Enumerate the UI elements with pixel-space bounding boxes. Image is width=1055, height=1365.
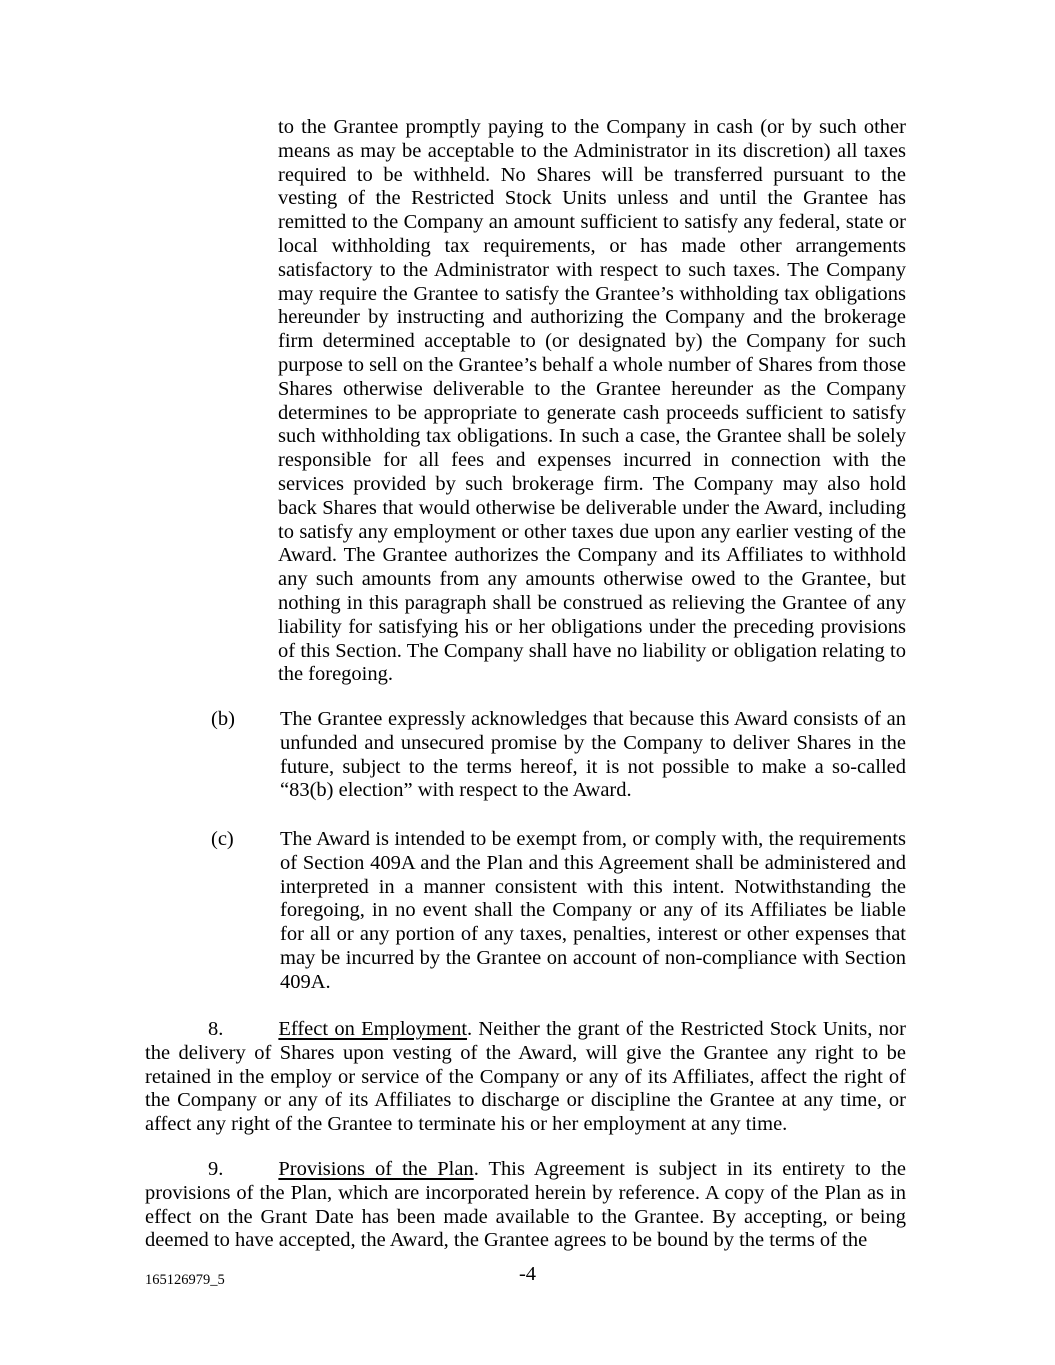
section-8-body: . Neither the grant of the Restricted Stock Units, nor the delivery of Shares upon vesting of the Award, will give the Grantee any right to be retained in the employ or service of the Company or any of its Affiliates, affect the right of the Company or any of its Affiliates to discharge or discipline the Grantee at any time, or affect any right of the Grantee to terminate his or her employment at any time. [145,1018,906,1136]
section-9-body: . This Agreement is subject in its entirety to the provisions of the Plan, which are incorporated herein by reference. A copy of the Plan as in effect on the Grant Date has been made available to the Grantee. By accepting, or being deemed to have accepted, the Award, the Grantee agrees to be bound by the terms of the [145,1158,906,1252]
paragraph-item-c-text: The Award is intended to be exempt from, or comply with, the requirements of Section 409A and the Plan and this Agreement shall be administered and interpreted in a manner consistent with this intent. Notwithstanding the foregoing, in no event shall the Company or any of its Affiliates be liable for all or any portion of any taxes, penalties, interest or other expenses that may be incurred by the Grantee on account of non-compliance with Section 409A. [280,828,906,993]
paragraph-item-b [211,708,906,803]
paragraph-item-b-text: The Grantee expressly acknowledges that because this Award consists of an unfunded and unsecured promise by the Company to deliver Shares in the future, subject to the terms hereof, it is not possible to make a so-called “83(b) election” with respect to the Award. [280,708,906,802]
section-9-provisions-of-the-plan [145,1158,906,1253]
section-9-number: 9. [208,1158,224,1180]
section-9-heading: Provisions of the Plan [278,1158,474,1180]
section-8-heading: Effect on Employment [278,1018,468,1040]
paragraph-item-c [211,828,906,995]
footer-page-number: -4 [518,1263,537,1285]
footer-document-id: 165126979_5 [145,1272,225,1288]
paragraph-item-b-label: (b) [211,708,235,730]
paragraph-item-c-label: (c) [211,828,234,850]
section-8-number: 8. [208,1018,224,1040]
section-8-effect-on-employment [145,1018,906,1137]
paragraph-withholding-continuation: to the Grantee promptly paying to the Company in cash (or by such other means as may be acceptable to the Administrator in its discretion) all taxes required to be withheld. No Shares will be transferred pursuant to the vesting of the Restricted Stock Units unless and until the Grantee has remitted to the Company an amount sufficient to satisfy any federal, state or local withholding tax requirements, or has made other arrangements satisfactory to the Administrator with respect to such taxes. The Company may require the Grantee to satisfy the Grantee’s withholding tax obligations hereunder by instructing and authorizing the Company and the brokerage firm determined acceptable to (or designated by) the Company for such purpose to sell on the Grantee’s behalf a whole number of Shares from those Shares otherwise deliverable to the Grantee hereunder as the Company determines to be appropriate to generate cash proceeds sufficient to satisfy such withholding tax obligations. In such a case, the Grantee shall be solely responsible for all fees and expenses incurred in connection with the services provided by such brokerage firm. The Company may also hold back Shares that would otherwise be deliverable under the Award, including to satisfy any employment or other taxes due upon any earlier vesting of the Award. The Grantee authorizes the Company and its Affiliates to withhold any such amounts from any amounts otherwise owed to the Grantee, but nothing in this paragraph shall be construed as relieving the Grantee of any liability for satisfying his or her obligations under the preceding provisions of this Section. The Company shall have no liability or obligation relating to the foregoing. [278,116,906,686]
